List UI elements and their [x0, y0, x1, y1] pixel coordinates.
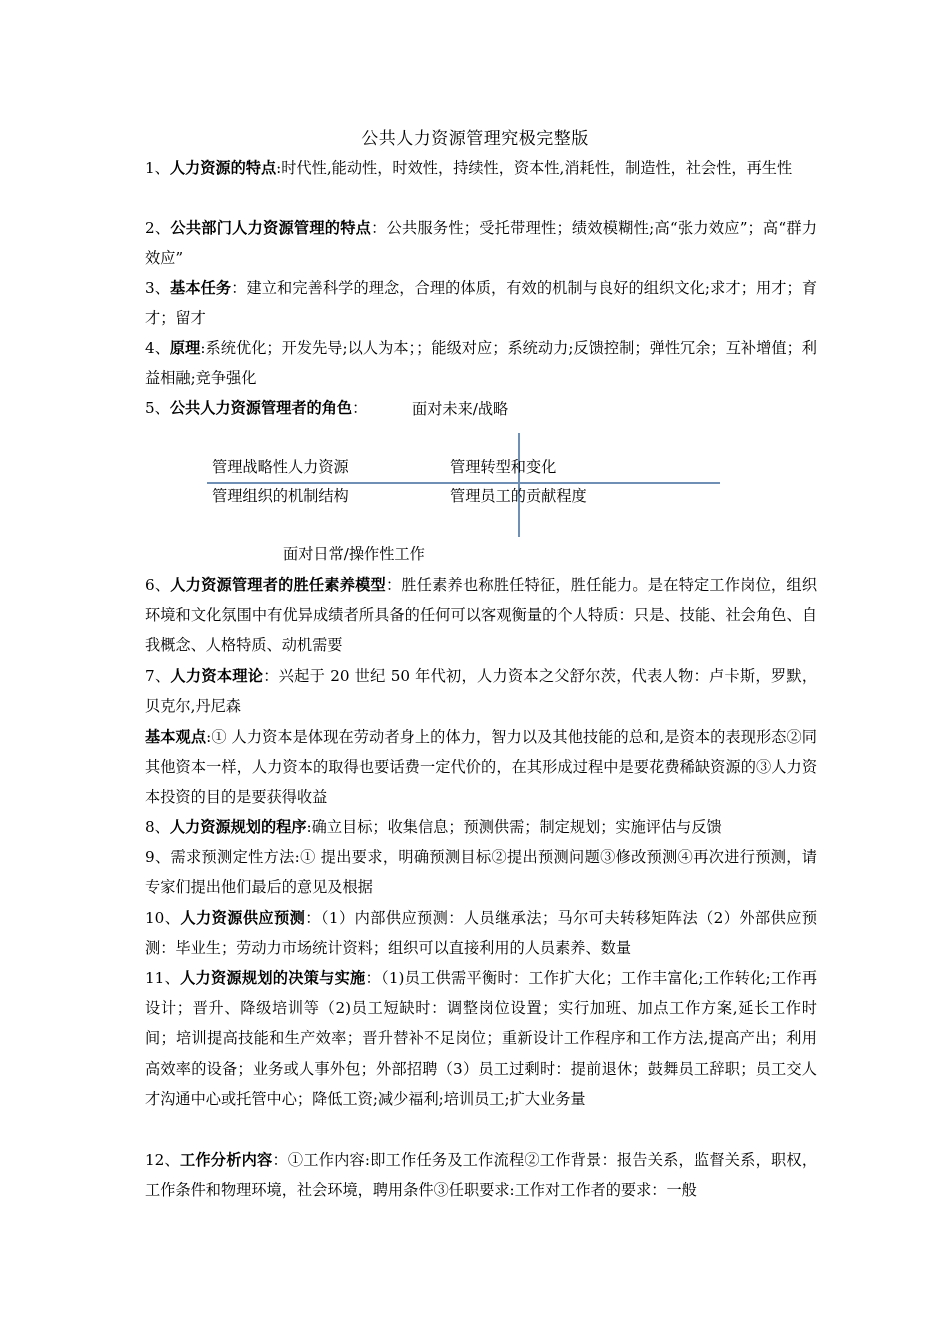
item-term: 基本任务	[170, 279, 232, 297]
paragraph-7-basic-views	[145, 722, 817, 813]
item-number: 10、	[145, 909, 181, 927]
item-number: 6、	[145, 576, 171, 594]
item-text: :时代性,能动性，时效性，持续性，资本性,消耗性，制造性，社会性，再生性	[276, 159, 793, 177]
item-number: 8、	[145, 818, 170, 836]
paragraph-9	[145, 842, 817, 902]
quadrant-top-label: 面对未来/战略	[412, 400, 509, 418]
item-term: 公共部门人力资源管理的特点	[170, 219, 372, 237]
paragraph-3	[145, 273, 817, 333]
document-title: 公共人力资源管理究极完整版	[361, 129, 589, 149]
item-term: 公共人力资源管理者的角色	[169, 399, 353, 417]
item-text: ：（1)员工供需平衡时：工作扩大化；工作丰富化;工作转化;工作再设计；晋升、降级培训等（2)员工短缺时：调整岗位设置；实行加班、加点工作方案,延长工作时间；培训提高技能和生产效率；晋升替补不足岗位；重新设计工作程序和工作方法,提高产出；利用高效率的设备；业务或人事外包；外部招聘（3）员工过剩时：提前退休；鼓舞员工辞职；员工交人才沟通中心或托管中心；降低工资;减少福利;培训员工;扩大业务量	[145, 969, 818, 1108]
item-number: 11、	[145, 969, 181, 987]
item-term: 基本观点	[145, 728, 207, 746]
item-text: :确立目标；收集信息；预测供需；制定规划；实施评估与反馈	[306, 818, 722, 836]
quadrant-bottom-left: 管理组织的机制结构	[212, 487, 349, 505]
paragraph-7	[145, 661, 817, 721]
quadrant-top-right: 管理转型和变化	[450, 458, 557, 476]
item-term: 人力资源的特点	[169, 159, 277, 177]
item-number: 4、	[145, 339, 170, 357]
item-text: 9、需求预测定性方法:① 提出要求，明确预测目标②提出预测问题③修改预测④再次进行预测，请专家们提出他们最后的意见及根据	[145, 848, 817, 897]
item-text: :系统优化；开发先导;以人为本；；能级对应；系统动力;反馈控制；弹性冗余；互补增值；利益相融;竞争强化	[145, 339, 817, 388]
item-term: 人力资源供应预测	[180, 909, 306, 927]
item-term: 原理	[169, 339, 201, 357]
item-term: 人力资本理论	[170, 667, 264, 685]
paragraph-6	[145, 570, 817, 661]
item-text: ：建立和完善科学的理念，合理的体质，有效的机制与良好的组织文化;求才；用才；育才；留才	[145, 279, 818, 328]
item-text: ：（1）内部供应预测：人员继承法；马尔可夫转移矩阵法（2）外部供应预测：毕业生；劳动力市场统计资料；组织可以直接利用的人员素养、数量	[145, 909, 818, 958]
paragraph-8	[145, 812, 817, 842]
paragraph-12	[145, 1145, 817, 1205]
item-number: 3、	[145, 279, 171, 297]
quadrant-horizontal-axis	[207, 482, 720, 484]
item-term: 人力资源管理者的胜任素养模型	[170, 576, 386, 594]
paragraph-11	[145, 963, 817, 1114]
paragraph-2	[145, 213, 817, 273]
item-term: 人力资源规划的程序	[169, 818, 307, 836]
item-text: ：公共服务性；受托带理性；绩效模糊性;高“张力效应”；高“群力效应”	[145, 219, 818, 268]
item-number: 12、	[145, 1151, 180, 1169]
item-number: 7、	[145, 667, 171, 685]
paragraph-4	[145, 333, 817, 393]
quadrant-bottom-label: 面对日常/操作性工作	[283, 545, 425, 563]
quadrant-bottom-right: 管理员工的贡献程度	[450, 487, 587, 505]
item-text: ：胜任素养也称胜任特征，胜任能力。是在特定工作岗位，组织环境和文化氛围中有优异成绩者所具备的任何可以客观衡量的个人特质：只是、技能、社会角色、自我概念、人格特质、动机需要	[145, 576, 818, 655]
item-term: 工作分析内容	[179, 1151, 273, 1169]
quadrant-top-left: 管理战略性人力资源	[212, 458, 349, 476]
paragraph-10	[145, 903, 817, 963]
item-text: ：①工作内容:即工作任务及工作流程②工作背景：报告关系，监督关系，职权，工作条件和物理环境，社会环境，聘用条件③任职要求:工作对工作者的要求：一般	[145, 1151, 818, 1200]
item-text: :① 人力资本是体现在劳动者身上的体力，智力以及其他技能的总和,是资本的表现形态②同其他资本一样，人力资本的取得也要话费一定代价的，在其形成过程中是要花费稀缺资源的③人力资本投资的目的是要获得收益	[145, 728, 817, 807]
item-term: 人力资源规划的决策与实施	[180, 969, 366, 987]
paragraph-1	[145, 153, 817, 183]
quadrant-vertical-axis	[518, 433, 520, 537]
item-text: ：	[352, 399, 368, 417]
item-number: 5、	[145, 399, 170, 417]
item-number: 1、	[145, 159, 170, 177]
item-number: 2、	[145, 219, 171, 237]
item-text: ：兴起于 20 世纪 50 年代初，人力资本之父舒尔茨，代表人物：卢卡斯，罗默，贝克尔,丹尼森	[145, 667, 818, 716]
